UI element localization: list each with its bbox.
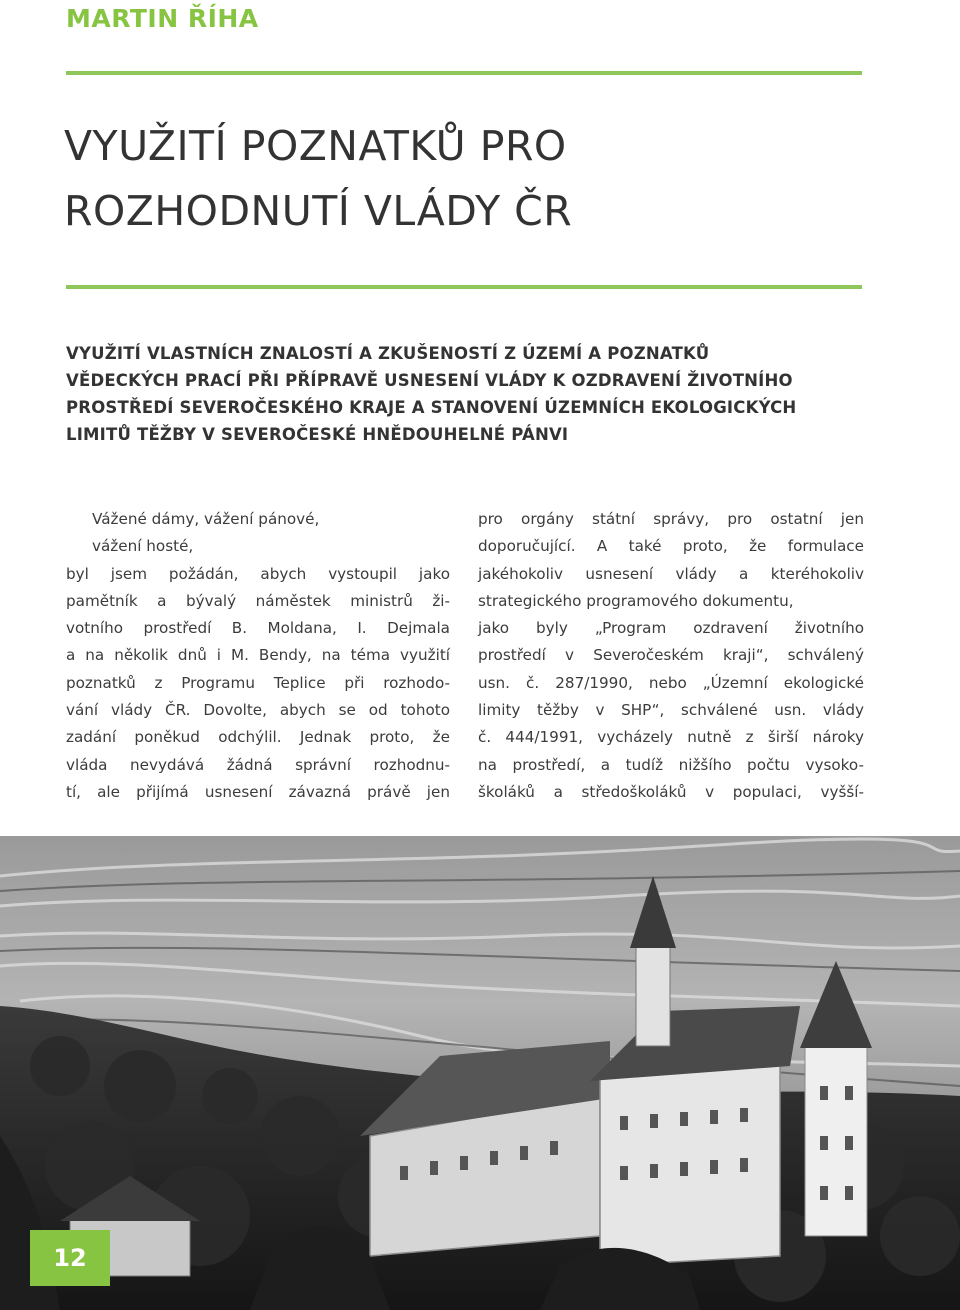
body-line: votního prostředí B. Moldana, I. Dejmala [66, 619, 450, 638]
body-line: jako byly „Program ozdravení životního [478, 619, 864, 638]
body-line: byl jsem požádán, abych vystoupil jako [66, 564, 450, 583]
article-title [64, 114, 572, 244]
body-line: Vážené dámy, vážení pánové, [92, 510, 320, 528]
title-divider [66, 285, 862, 289]
body-column-left [66, 506, 450, 806]
subtitle-line: LIMITŮ TĚŽBY V SEVEROČESKÉ HNĚDOUHELNÉ PÁNVI [66, 425, 569, 444]
author-name: MARTIN ŘÍHA [66, 4, 259, 33]
castle-tower-body [636, 936, 670, 1046]
article-subtitle [66, 340, 866, 448]
body-line: jakéhokoliv usnesení vlády a kteréhokoliv [478, 564, 864, 583]
body-line: poznatků z Programu Teplice při rozhodo- [66, 673, 450, 692]
title-line: VYUŽITÍ POZNATKŮ PRO [64, 122, 567, 170]
body-line: usn. č. 287/1990, nebo „Územní ekologické [478, 673, 864, 692]
body-line: vání vlády ČR. Dovolte, abych se od tohoto [66, 701, 450, 720]
body-line: tí, ale přijímá usnesení závazná právě jen [66, 782, 450, 801]
body-line: a na několik dnů i M. Bendy, na téma využití [66, 646, 450, 665]
subtitle-line: PROSTŘEDÍ SEVEROČESKÉHO KRAJE A STANOVENÍ ÚZEMNÍCH EKOLOGICKÝCH [66, 398, 797, 417]
title-line: ROZHODNUTÍ VLÁDY ČR [64, 187, 573, 235]
body-line: pamětník a bývalý náměstek ministrů ži- [66, 591, 450, 610]
body-line: doporučující. A také proto, že formulace [478, 537, 864, 556]
body-line: zadání poněkud odchýlil. Jednak proto, že [66, 728, 450, 747]
body-line: strategického programového dokumentu, [478, 591, 794, 610]
body-line: prostředí v Severočeském kraji“, schválený [478, 646, 864, 665]
castle-photo [0, 836, 960, 1310]
castle-wing-right [600, 1061, 780, 1266]
body-line: vláda nevydává žádná správní rozhodnu- [66, 755, 450, 774]
castle-corner-tower [805, 1046, 867, 1236]
body-line: vážení hosté, [92, 537, 194, 556]
body-line: školáků a středoškoláků v populaci, vyšší- [478, 782, 864, 801]
body-line: na prostředí, a tudíž nižšího počtu vysoko- [478, 755, 864, 774]
subtitle-line: VĚDECKÝCH PRACÍ PŘI PŘÍPRAVĚ USNESENÍ VLÁDY K OZDRAVENÍ ŽIVOTNÍHO [66, 371, 793, 390]
body-line: č. 444/1991, vycházely nutně z širší nároky [478, 728, 864, 747]
body-column-right [478, 506, 864, 806]
body-line: pro orgány státní správy, pro ostatní jen [478, 510, 864, 528]
page-number-badge: 12 [30, 1230, 110, 1286]
body-line: limity těžby v SHP“, schválené usn. vlády [478, 701, 864, 720]
subtitle-line: VYUŽITÍ VLASTNÍCH ZNALOSTÍ A ZKUŠENOSTÍ Z ÚZEMÍ A POZNATKŮ [66, 344, 710, 363]
top-divider [66, 71, 862, 75]
